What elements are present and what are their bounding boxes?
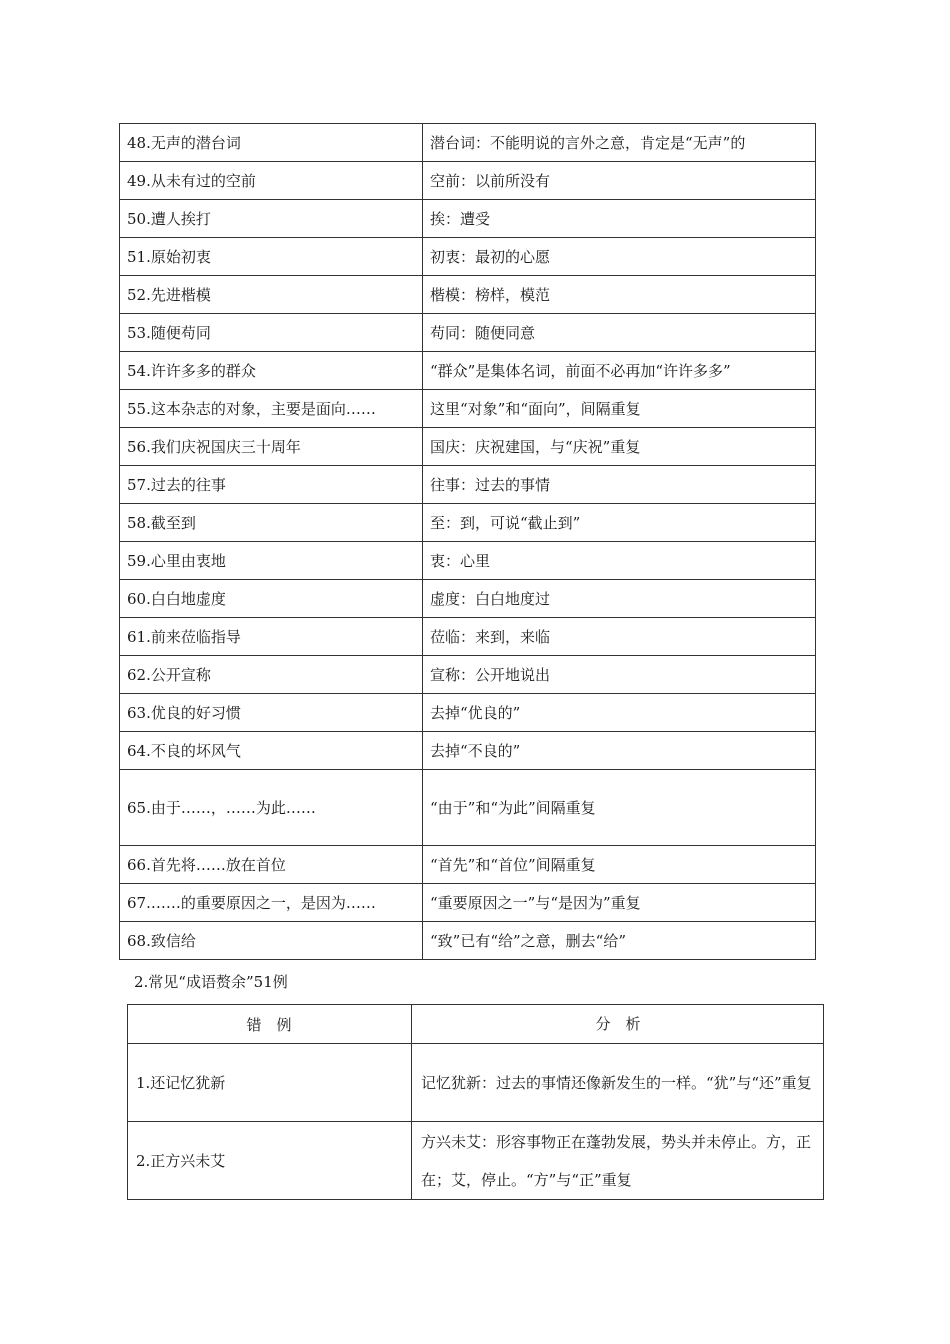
table-row bbox=[120, 656, 816, 694]
error-cell: 67.……的重要原因之一，是因为…… bbox=[120, 884, 423, 922]
error-cell: 48.无声的潜台词 bbox=[120, 124, 423, 162]
error-cell: 68.致信给 bbox=[120, 922, 423, 960]
table-row bbox=[120, 200, 816, 238]
error-cell: 54.许许多多的群众 bbox=[120, 352, 423, 390]
analysis-cell: 往事：过去的事情 bbox=[423, 466, 816, 504]
error-cell: 52.先进楷模 bbox=[120, 276, 423, 314]
table-row bbox=[120, 580, 816, 618]
analysis-cell: 至：到，可说“截止到” bbox=[423, 504, 816, 542]
table-row bbox=[128, 1122, 824, 1200]
table-row bbox=[120, 466, 816, 504]
error-cell: 62.公开宣称 bbox=[120, 656, 423, 694]
analysis-cell: “致”已有“给”之意，删去“给” bbox=[423, 922, 816, 960]
error-cell: 66.首先将……放在首位 bbox=[120, 846, 423, 884]
error-cell: 60.白白地虚度 bbox=[120, 580, 423, 618]
error-cell: 1.还记忆犹新 bbox=[128, 1044, 412, 1122]
analysis-cell: 记忆犹新：过去的事情还像新发生的一样。“犹”与“还”重复 bbox=[412, 1044, 824, 1122]
analysis-cell: 方兴未艾：形容事物正在蓬勃发展，势头并未停止。方，正在；艾，停止。“方”与“正”重复 bbox=[412, 1122, 824, 1200]
analysis-cell: 莅临：来到，来临 bbox=[423, 618, 816, 656]
analysis-cell: “由于”和“为此”间隔重复 bbox=[423, 770, 816, 846]
analysis-cell: 楷模：榜样，模范 bbox=[423, 276, 816, 314]
table-row bbox=[120, 238, 816, 276]
table-row bbox=[120, 694, 816, 732]
table-row bbox=[120, 618, 816, 656]
analysis-cell: “首先”和“首位”间隔重复 bbox=[423, 846, 816, 884]
analysis-cell: “重要原因之一”与“是因为”重复 bbox=[423, 884, 816, 922]
table-row bbox=[120, 162, 816, 200]
table-row bbox=[120, 922, 816, 960]
table-row bbox=[120, 846, 816, 884]
table-row bbox=[120, 732, 816, 770]
error-cell: 50.遭人挨打 bbox=[120, 200, 423, 238]
error-cell: 51.原始初衷 bbox=[120, 238, 423, 276]
analysis-cell: 国庆：庆祝建国，与“庆祝”重复 bbox=[423, 428, 816, 466]
error-cell: 53.随便苟同 bbox=[120, 314, 423, 352]
analysis-cell: 潜台词：不能明说的言外之意，肯定是“无声”的 bbox=[423, 124, 816, 162]
error-cell: 55.这本杂志的对象，主要是面向…… bbox=[120, 390, 423, 428]
analysis-cell: 衷：心里 bbox=[423, 542, 816, 580]
section-heading: 2.常见“成语赘余”51例 bbox=[134, 973, 288, 991]
analysis-cell: 去掉“优良的” bbox=[423, 694, 816, 732]
table-row bbox=[120, 542, 816, 580]
analysis-cell: 挨：遭受 bbox=[423, 200, 816, 238]
analysis-cell: “群众”是集体名词，前面不必再加“许许多多” bbox=[423, 352, 816, 390]
table-header-row bbox=[128, 1005, 824, 1044]
redundancy-table-1 bbox=[119, 123, 816, 960]
header-error: 错 例 bbox=[128, 1005, 412, 1044]
error-cell: 58.截至到 bbox=[120, 504, 423, 542]
table-row bbox=[120, 504, 816, 542]
table-row bbox=[120, 770, 816, 846]
error-cell: 56.我们庆祝国庆三十周年 bbox=[120, 428, 423, 466]
analysis-cell: 宣称：公开地说出 bbox=[423, 656, 816, 694]
error-cell: 49.从未有过的空前 bbox=[120, 162, 423, 200]
error-cell: 65.由于……，……为此…… bbox=[120, 770, 423, 846]
error-cell: 61.前来莅临指导 bbox=[120, 618, 423, 656]
table-row bbox=[120, 884, 816, 922]
error-cell: 63.优良的好习惯 bbox=[120, 694, 423, 732]
table-row bbox=[120, 352, 816, 390]
analysis-cell: 去掉“不良的” bbox=[423, 732, 816, 770]
table-row bbox=[120, 124, 816, 162]
idiom-redundancy-table bbox=[127, 1004, 824, 1200]
analysis-cell: 苟同：随便同意 bbox=[423, 314, 816, 352]
table-row bbox=[120, 276, 816, 314]
analysis-cell: 空前：以前所没有 bbox=[423, 162, 816, 200]
error-cell: 57.过去的往事 bbox=[120, 466, 423, 504]
table-row bbox=[128, 1044, 824, 1122]
analysis-cell: 虚度：白白地度过 bbox=[423, 580, 816, 618]
error-cell: 64.不良的坏风气 bbox=[120, 732, 423, 770]
table-row bbox=[120, 390, 816, 428]
table-row bbox=[120, 428, 816, 466]
analysis-cell: 这里“对象”和“面向”，间隔重复 bbox=[423, 390, 816, 428]
error-cell: 59.心里由衷地 bbox=[120, 542, 423, 580]
error-cell: 2.正方兴未艾 bbox=[128, 1122, 412, 1200]
table-row bbox=[120, 314, 816, 352]
header-analysis: 分 析 bbox=[412, 1005, 824, 1044]
analysis-cell: 初衷：最初的心愿 bbox=[423, 238, 816, 276]
